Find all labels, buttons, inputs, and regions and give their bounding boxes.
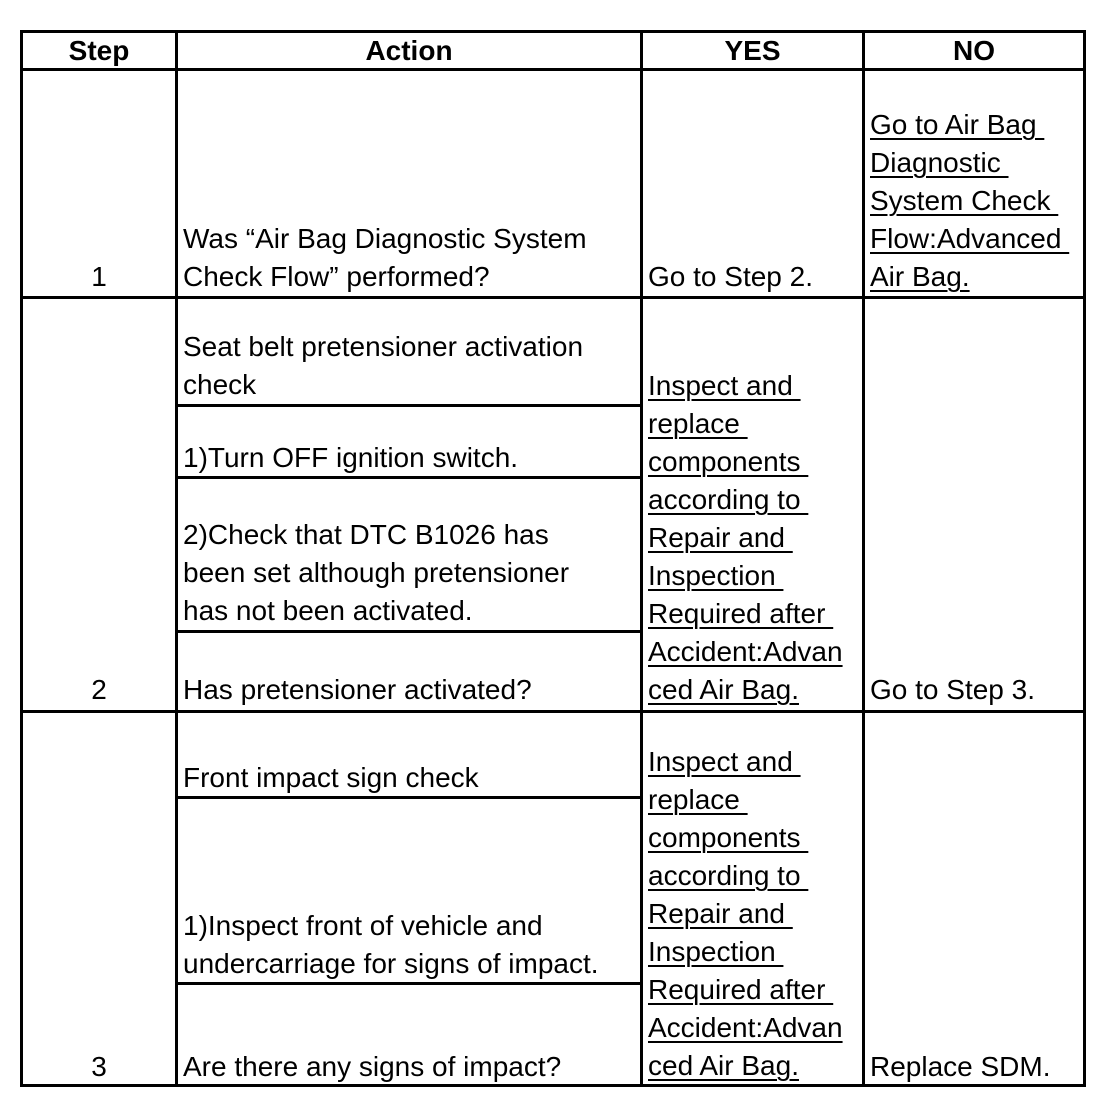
yes-text: Go to Step 2. [648, 261, 813, 292]
table-border-right [1083, 30, 1086, 1087]
header-yes: YES [724, 35, 781, 66]
no-link-air-bag-check-flow[interactable]: Go to Air Bag Diagnostic System Check Flow:Advanced Air Bag. [870, 109, 1062, 292]
no-text [870, 106, 1069, 296]
table-border-left [20, 30, 23, 1087]
action-text: 1)Inspect front of vehicle and undercarriage for signs of impact. [183, 910, 599, 979]
header-step: Step [68, 35, 130, 66]
step-number: 2 [91, 674, 107, 705]
action-text: Has pretensioner activated? [183, 674, 532, 705]
action-divider [176, 404, 642, 407]
step-number: 3 [91, 1051, 107, 1082]
action-text: Are there any signs of impact? [183, 1051, 562, 1082]
action-text: Seat belt pretensioner activation check [183, 331, 584, 400]
no-text: Go to Step 3. [870, 674, 1035, 705]
row-divider-1 [20, 296, 1086, 299]
action-text: Was “Air Bag Diagnostic System Check Flow” performed? [183, 223, 587, 292]
row-divider-2 [20, 710, 1086, 713]
header-no: NO [953, 35, 995, 66]
diagnostic-table [20, 30, 1086, 1087]
header-action: Action [365, 35, 453, 66]
yes-text [648, 367, 843, 709]
column-divider-yes [862, 30, 865, 1087]
action-divider [176, 630, 642, 633]
yes-link-repair-inspection[interactable]: Inspect and replace components according to Repair and Inspection Required after Accident:Advan ced Air Bag. [648, 746, 843, 1081]
no-text: Replace SDM. [870, 1051, 1051, 1082]
column-divider-action [640, 30, 643, 1087]
action-text: 2)Check that DTC B1026 has been set although pretensioner has not been activated. [183, 519, 570, 626]
step-number: 1 [91, 261, 107, 292]
yes-text [648, 743, 843, 1085]
action-text: Front impact sign check [183, 762, 479, 793]
yes-link-repair-inspection[interactable]: Inspect and replace components according to Repair and Inspection Required after Accident:Advan ced Air Bag. [648, 370, 843, 705]
column-divider-step [175, 30, 178, 1087]
action-text: 1)Turn OFF ignition switch. [183, 442, 519, 473]
